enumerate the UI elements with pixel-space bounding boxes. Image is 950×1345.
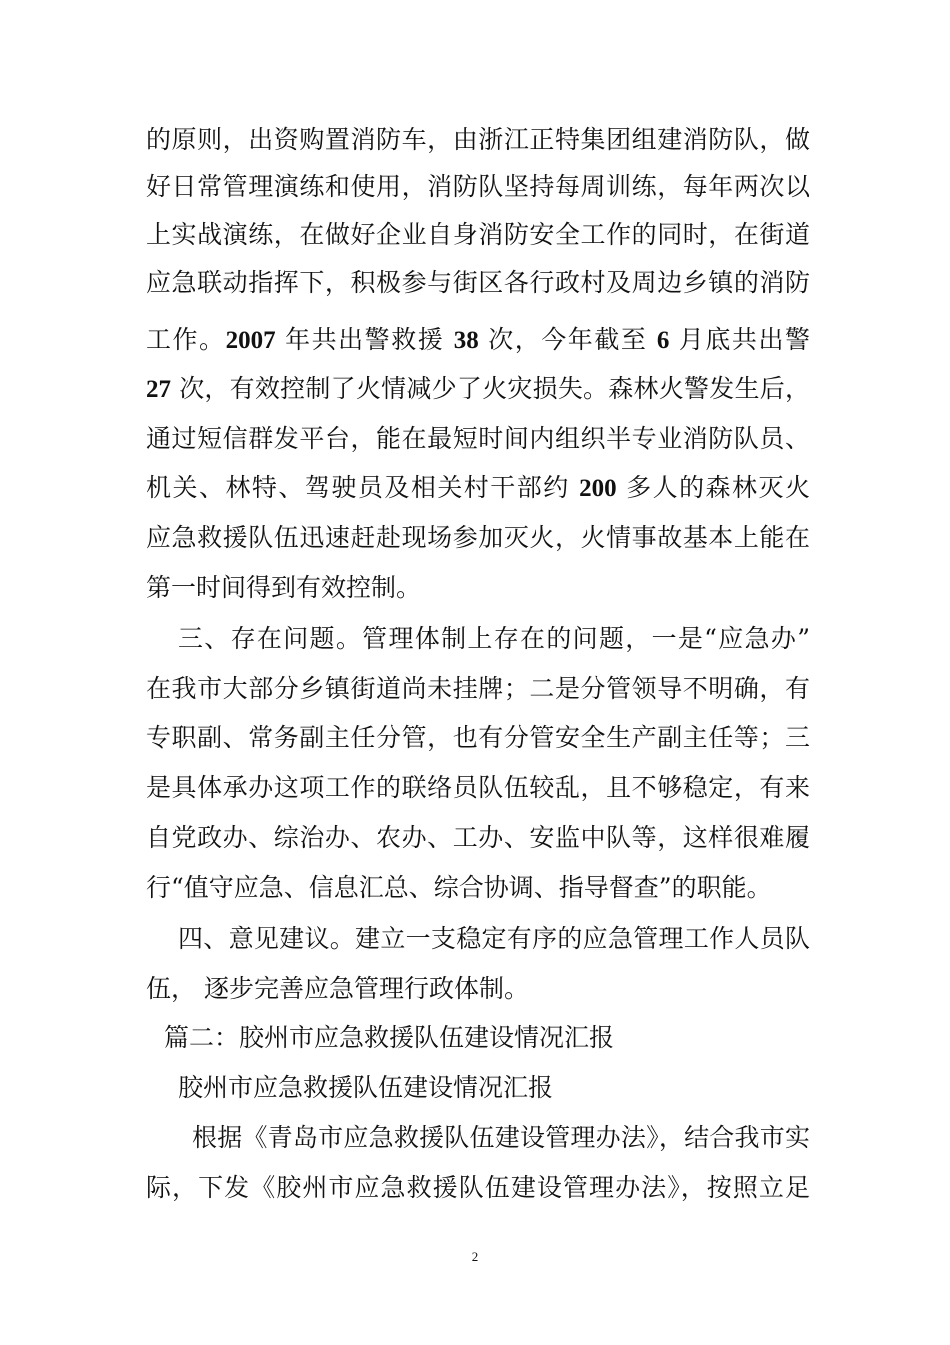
text-line: 行“值守应急、信息汇总、综合协调、指导督查”的职能。 <box>146 873 772 902</box>
text-line: 专职副、常务副主任分管，也有分管安全生产副主任等；三 <box>146 723 810 752</box>
part-two-heading: 篇二：胶州市应急救援队伍建设情况汇报 <box>164 1023 615 1052</box>
text-line: 好日常管理演练和使用，消防队坚持每周训练，每年两次以 <box>146 172 810 201</box>
text-line: 通过短信群发平台，能在最短时间内组织半专业消防队员、 <box>146 424 810 453</box>
section-four-line: 四、意见建议。建立一支稳定有序的应急管理工作人员队 <box>178 924 810 953</box>
text-line: 27 次，有效控制了火情减少了火灾损失。森林火警发生后， <box>146 374 810 403</box>
report-title: 胶州市应急救援队伍建设情况汇报 <box>178 1073 554 1102</box>
section-three-line: 三、存在问题。管理体制上存在的问题，一是“应急办” <box>178 624 810 653</box>
text-line: 在我市大部分乡镇街道尚未挂牌；二是分管领导不明确，有 <box>146 674 810 703</box>
text-line: 伍， 逐步完善应急管理行政体制。 <box>146 974 529 1003</box>
text-line: 是具体承办这项工作的联络员队伍较乱，且不够稳定，有来 <box>146 773 810 802</box>
text-line: 自党政办、综治办、农办、工办、安监中队等，这样很难履 <box>146 823 810 852</box>
text-line: 的原则，出资购置消防车，由浙江正特集团组建消防队，做 <box>146 125 810 154</box>
text-line: 机关、林特、驾驶员及相关村干部约 200 多人的森林灭火 <box>146 473 811 502</box>
text-line: 应急救援队伍迅速赶赴现场参加灭火，火情事故基本上能在 <box>146 523 810 552</box>
text-line: 工作。2007 年共出警救援 38 次，今年截至 6 月底共出警 <box>146 325 810 354</box>
text-line: 上实战演练，在做好企业自身消防安全工作的同时，在街道 <box>146 220 810 249</box>
page-number: 2 <box>471 1249 479 1264</box>
text-line: 际，下发《胶州市应急救援队伍建设管理办法》，按照立足 <box>146 1173 810 1202</box>
text-line: 应急联动指挥下，积极参与街区各行政村及周边乡镇的消防 <box>146 268 810 297</box>
text-line: 第一时间得到有效控制。 <box>146 573 422 602</box>
text-line: 根据《青岛市应急救援队伍建设管理办法》，结合我市实 <box>192 1123 810 1152</box>
